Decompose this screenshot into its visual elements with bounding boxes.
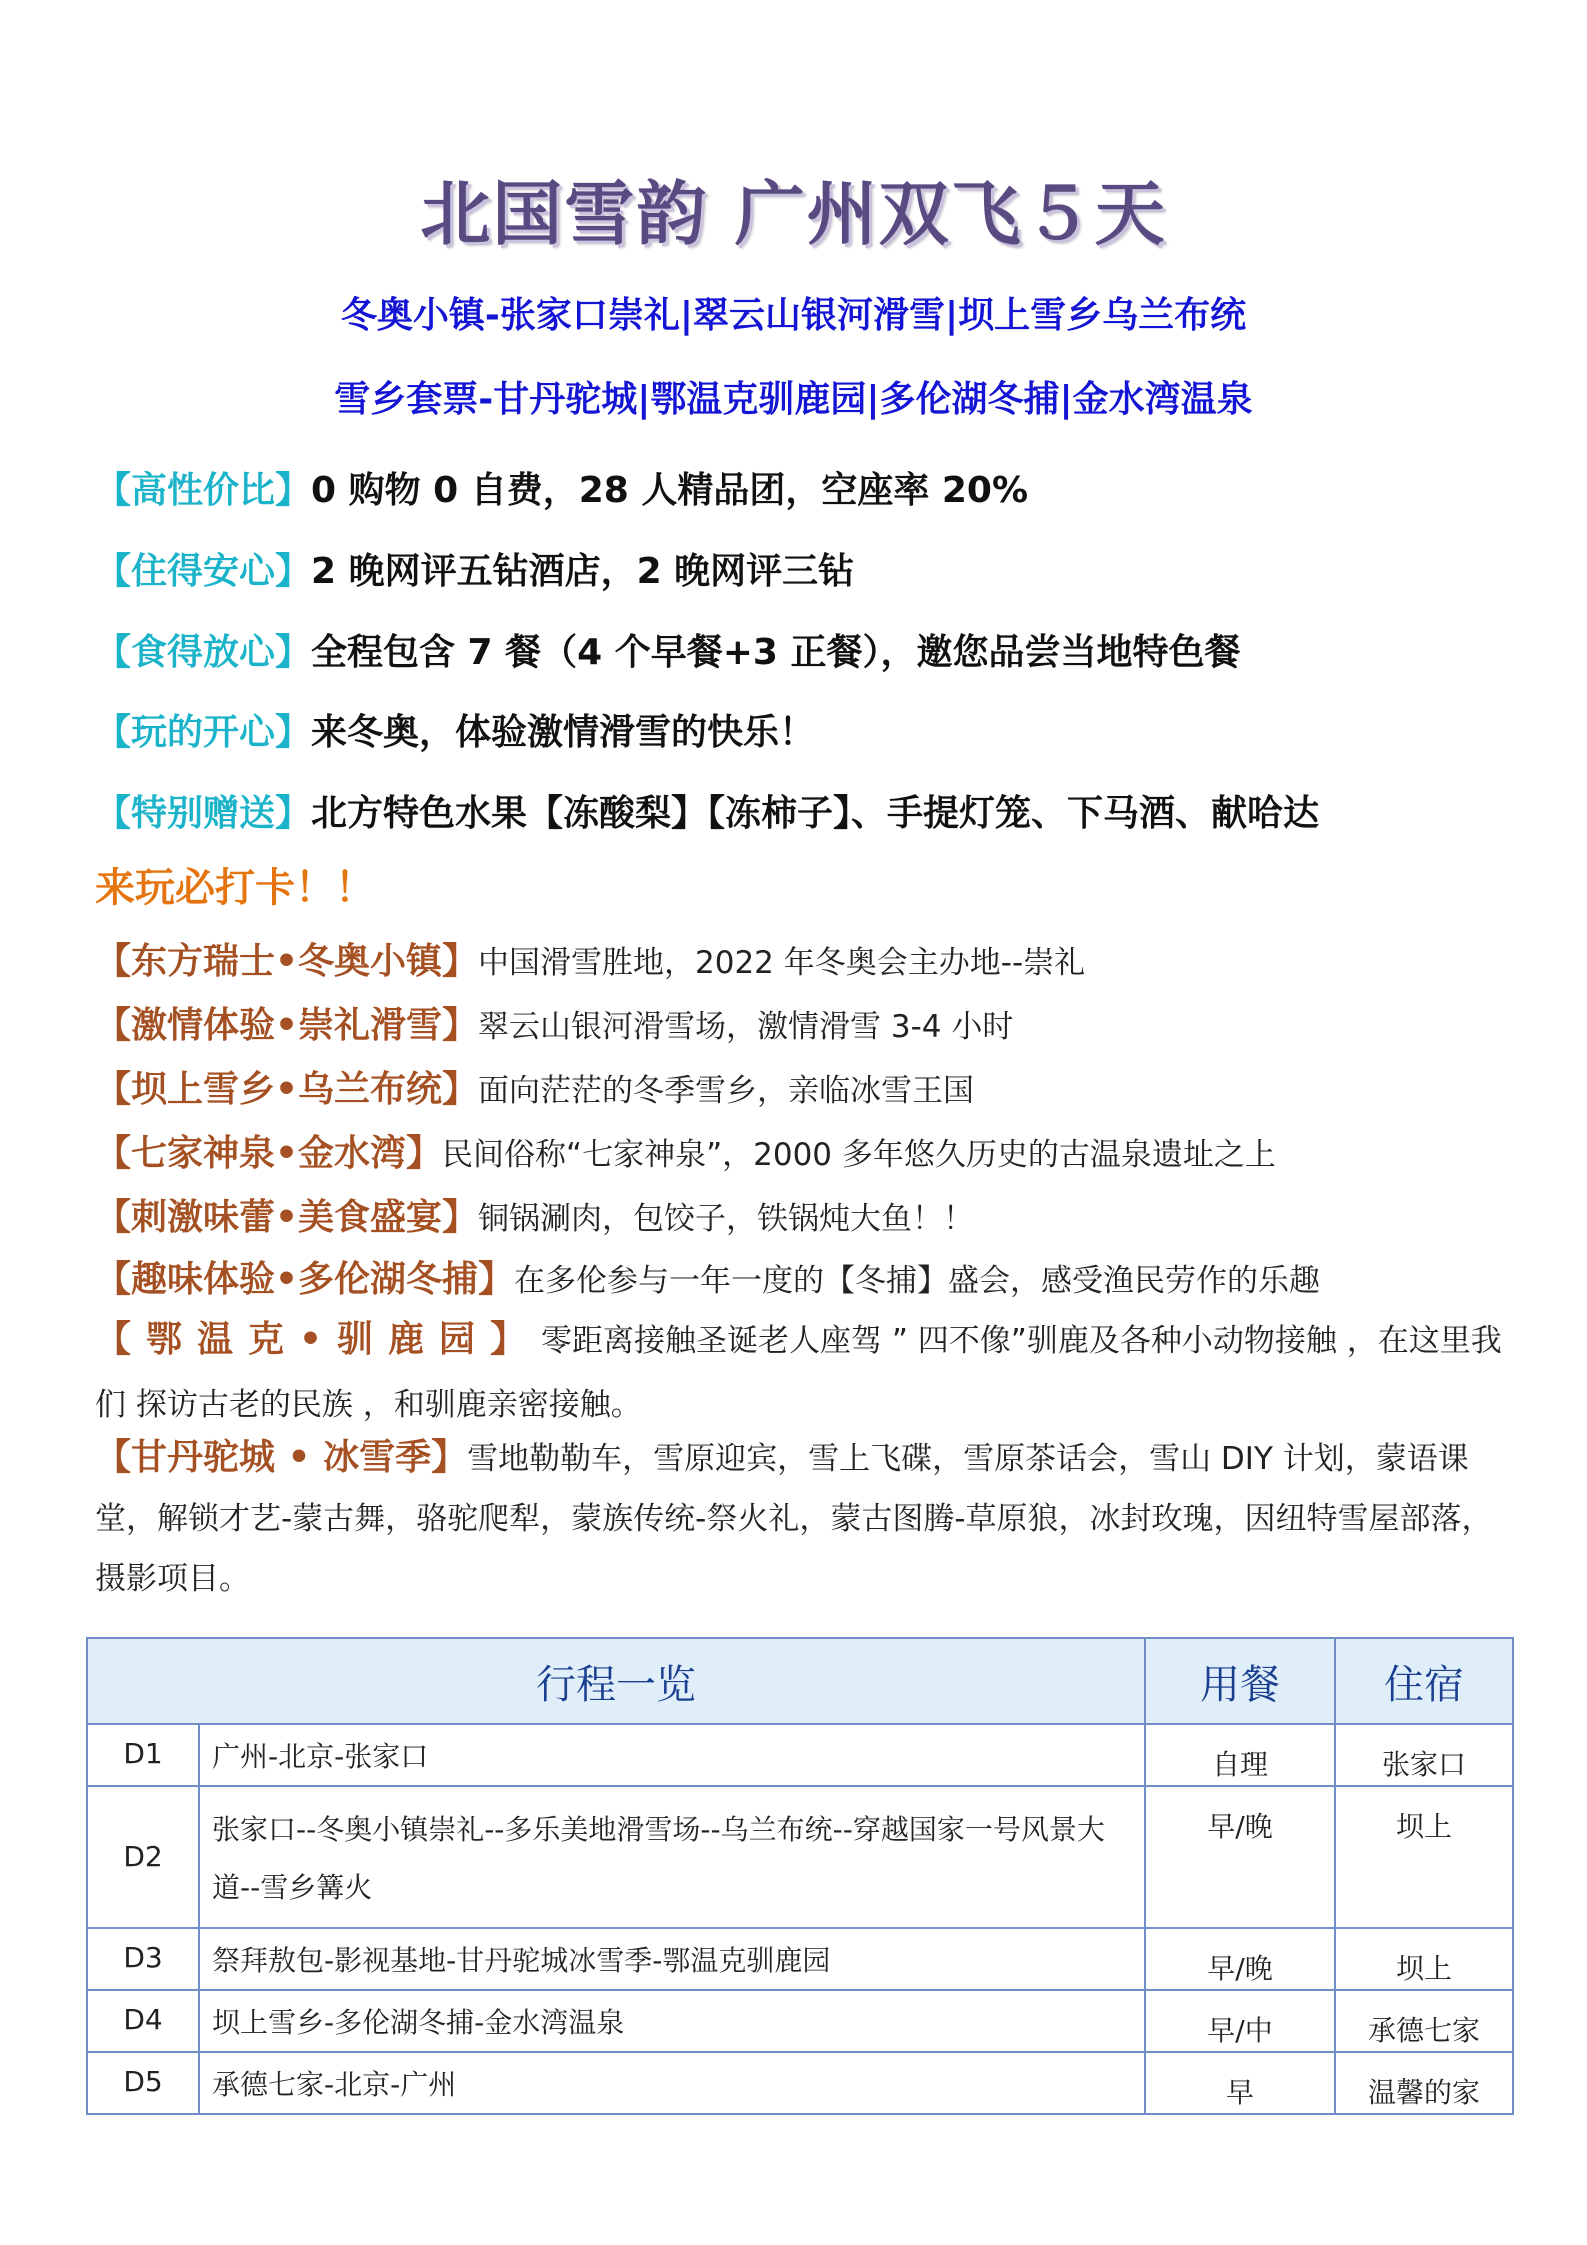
header-hotel: 住宿 [1335,1638,1513,1724]
route-cell: 张家口--冬奥小镇崇礼--多乐美地滑雪场--乌兰布统--穿越国家一号风景大道--雪乡篝火 [199,1786,1145,1928]
table-row [87,2052,1513,2114]
feature-tag: 【东方瑞士•冬奥小镇】 [95,941,479,982]
highlight-tag: 【食得放心】 [95,632,312,673]
highlight-value [95,462,1028,513]
feature-text: 民间俗称“七家神泉”，2000 多年悠久历史的古温泉遗址之上 [442,1137,1276,1173]
highlight-tag: 【特别赠送】 [95,793,312,834]
day-cell: D1 [87,1724,199,1786]
feature-item [95,1248,1515,1313]
feature-tag: 【坝上雪乡•乌兰布统】 [95,1069,479,1110]
table-header-row [87,1638,1513,1724]
table-row [87,1990,1513,2052]
feature-text: 中国滑雪胜地，2022 年冬奥会主办地--崇礼 [478,945,1086,981]
route-cell: 祭拜敖包-影视基地-甘丹驼城冰雪季-鄂温克驯鹿园 [199,1928,1145,1990]
day-cell: D5 [87,2052,199,2114]
feature-text: 在多伦参与一年一度的【冬捕】盛会，感受渔民劳作的乐趣 [514,1263,1321,1299]
meal-cell: 早/中 [1145,1990,1335,2052]
feature-item [95,1428,1515,1609]
highlight-text: 北方特色水果【冻酸梨】【冻柿子】、手提灯笼、下马酒、献哈达 [311,793,1320,834]
table-row [87,1786,1513,1928]
highlight-tag: 【住得安心】 [95,551,312,592]
feature-tag: 【刺激味蕾•美食盛宴】 [95,1197,479,1238]
hotel-cell: 承德七家 [1335,1990,1513,2052]
hotel-cell: 温馨的家 [1335,2052,1513,2114]
hotel-cell: 坝上 [1335,1928,1513,1990]
feature-text: 雪地勒勒车，雪原迎宾，雪上飞碟，雪原茶话会，雪山 DIY 计划，蒙语课堂，解锁才艺-蒙古舞，骆驼爬犁，蒙族传统-祭火礼，蒙古图腾-草原狼，冰封玫瑰，因纽特雪屋部落，摄影项目。 [95,1441,1493,1597]
route-cell: 承德七家-北京-广州 [199,2052,1145,2114]
feature-tag: 【趣味体验•多伦湖冬捕】 [95,1259,515,1300]
feature-tag: 【甘丹驼城 • 冰雪季】 [95,1437,468,1478]
feature-item [95,994,1515,1059]
feature-tag: 【鄂温克•驯鹿园】 [95,1319,542,1360]
highlight-stay [95,543,854,594]
page-title: 北国雪韵 广州双飞５天 [420,173,1167,255]
hotel-cell: 坝上 [1335,1786,1513,1928]
route-cell: 坝上雪乡-多伦湖冬捕-金水湾温泉 [199,1990,1145,2052]
highlight-tag: 【高性价比】 [95,470,312,511]
header-meal: 用餐 [1145,1638,1335,1724]
feature-text: 翠云山银河滑雪场，激情滑雪 3-4 小时 [478,1009,1014,1045]
highlight-text: 来冬奥，体验激情滑雪的快乐！ [311,712,816,753]
day-cell: D2 [87,1786,199,1928]
highlight-text: 全程包含 7 餐（4 个早餐+3 正餐），邀您品尝当地特色餐 [311,632,1241,673]
hotel-cell: 张家口 [1335,1724,1513,1786]
subtitle-line-1: 冬奥小镇-张家口崇礼|翠云山银河滑雪|坝上雪乡乌兰布统 [340,295,1247,336]
meal-cell: 早/晚 [1145,1928,1335,1990]
header-route: 行程一览 [87,1638,1145,1724]
day-cell: D3 [87,1928,199,1990]
feature-item [95,1058,1515,1123]
subtitle-line-2: 雪乡套票-甘丹驼城|鄂温克驯鹿园|多伦湖冬捕|金水湾温泉 [334,379,1253,420]
feature-tag: 【七家神泉•金水湾】 [95,1133,443,1174]
checkin-heading: 来玩必打卡！！ [95,865,375,911]
feature-item [95,1308,1515,1437]
meal-cell: 早/晚 [1145,1786,1335,1928]
highlight-fun [95,704,815,755]
itinerary-table [86,1637,1514,2115]
feature-item [95,1122,1515,1187]
meal-cell: 早 [1145,2052,1335,2114]
highlight-tag: 【玩的开心】 [95,712,312,753]
meal-cell: 自理 [1145,1724,1335,1786]
feature-item [95,1186,1515,1251]
highlight-text: 0 购物 0 自费，28 人精品团，空座率 20% [311,470,1029,511]
day-cell: D4 [87,1990,199,2052]
route-cell: 广州-北京-张家口 [199,1724,1145,1786]
feature-text: 面向茫茫的冬季雪乡，亲临冰雪王国 [478,1073,975,1109]
table-row [87,1724,1513,1786]
highlight-food [95,624,1240,675]
highlight-gift [95,785,1319,836]
highlight-text: 2 晚网评五钻酒店，2 晚网评三钻 [311,551,855,592]
table-row [87,1928,1513,1990]
feature-text: 铜锅涮肉，包饺子，铁锅炖大鱼！！ [478,1201,975,1237]
feature-text: 零距离接触圣诞老人座驾 ” 四不像”驯鹿及各种小动物接触 ，在这里我们 探访古老的民族 ，和驯鹿亲密接触。 [95,1323,1502,1423]
feature-item [95,930,1515,995]
feature-tag: 【激情体验•崇礼滑雪】 [95,1005,479,1046]
